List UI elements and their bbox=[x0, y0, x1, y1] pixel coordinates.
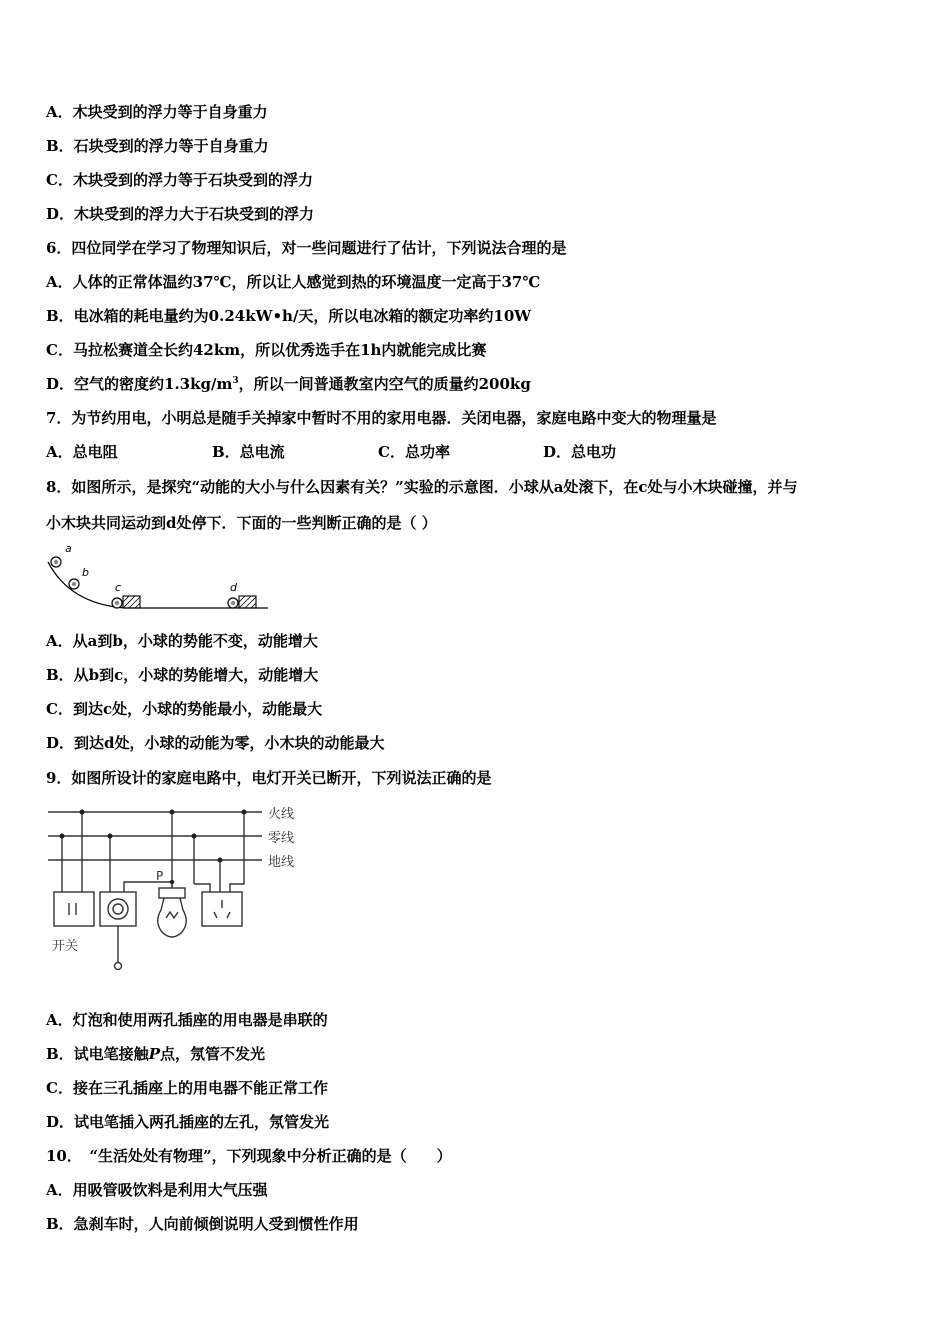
label-b: b bbox=[82, 566, 89, 579]
ball-c-shade bbox=[115, 601, 119, 605]
two-hole-socket bbox=[54, 892, 94, 926]
q5-option-b: B．石块受到的浮力等于自身重力 bbox=[46, 137, 269, 155]
q7-option-a: A．总电阻 bbox=[46, 443, 118, 461]
q9-option-c: C．接在三孔插座上的用电器不能正常工作 bbox=[46, 1079, 328, 1097]
switch-ring-outer bbox=[108, 899, 128, 919]
node-1 bbox=[80, 810, 85, 815]
q8-ramp-figure bbox=[40, 540, 272, 616]
node-3 bbox=[108, 834, 113, 839]
q9-option-b bbox=[46, 1044, 265, 1064]
q9-option-b-post: 点，氖管不发光 bbox=[159, 1045, 265, 1063]
lamp-bulb bbox=[158, 898, 187, 937]
switch-box bbox=[100, 892, 136, 926]
q6-option-d-sup: 3 bbox=[232, 376, 239, 386]
q8-stem-line1: 8．如图所示，是探究“动能的大小与什么因素有关？”实验的示意图．小球从a处滚下，在c处与小木块碰撞，并与 bbox=[46, 478, 798, 496]
q7-stem: 7．为节约用电，小明总是随手关掉家中暂时不用的家用电器．关闭电器，家庭电路中变大的物理量是 bbox=[46, 409, 717, 427]
q8-option-c: C．到达c处，小球的势能最小，动能最大 bbox=[46, 700, 323, 718]
label-d: d bbox=[230, 581, 237, 594]
label-c: c bbox=[115, 581, 122, 594]
q8-option-b: B．从b到c，小球的势能增大，动能增大 bbox=[46, 666, 319, 684]
q6-option-a: A．人体的正常体温约37℃，所以让人感觉到热的环境温度一定高于37℃ bbox=[46, 273, 541, 291]
q6-stem: 6．四位同学在学习了物理知识后，对一些问题进行了估计，下列说法合理的是 bbox=[46, 239, 567, 257]
socket3-hole-left bbox=[214, 912, 217, 918]
q6-option-b: B．电冰箱的耗电量约为0.24kW•h/天，所以电冰箱的额定功率约10W bbox=[46, 307, 532, 325]
block-d-hatch bbox=[239, 596, 256, 608]
q9-option-d: D．试电笔插入两孔插座的左孔，氖管发光 bbox=[46, 1113, 330, 1131]
block-c bbox=[123, 596, 140, 608]
q9-stem: 9．如图所设计的家庭电路中，电灯开关已断开，下列说法正确的是 bbox=[46, 769, 492, 787]
q7-option-d: D．总电功 bbox=[543, 443, 617, 461]
q5-option-d: D．木块受到的浮力大于石块受到的浮力 bbox=[46, 205, 315, 223]
node-4 bbox=[170, 810, 175, 815]
node-p bbox=[170, 880, 174, 884]
lamp-holder bbox=[159, 888, 185, 898]
block-c-hatch bbox=[123, 596, 140, 608]
ball-b-shade bbox=[72, 582, 76, 586]
label-switch: 开关 bbox=[52, 939, 79, 954]
q8-stem-line2: 小木块共同运动到d处停下．下面的一些判断正确的是（ ） bbox=[46, 514, 437, 532]
label-neutral-wire: 零线 bbox=[268, 831, 295, 846]
q9-option-b-pre: B．试电笔接触 bbox=[46, 1045, 149, 1063]
q9-circuit-figure bbox=[44, 800, 314, 980]
q10-stem: 10． “生活处处有物理”，下列现象中分析正确的是（ ） bbox=[46, 1147, 452, 1165]
q7-option-b: B．总电流 bbox=[212, 443, 285, 461]
q8-option-d: D．到达d处，小球的动能为零，小木块的动能最大 bbox=[46, 734, 385, 752]
node-7 bbox=[242, 810, 247, 815]
q9-option-b-p: P bbox=[148, 1045, 160, 1063]
ball-d-shade bbox=[231, 601, 235, 605]
q6-option-c: C．马拉松赛道全长约42km，所以优秀选手在1h内就能完成比赛 bbox=[46, 341, 487, 359]
ball-a-shade bbox=[54, 560, 58, 564]
socket3-hole-right bbox=[227, 912, 230, 918]
q10-option-a: A．用吸管吸饮料是利用大气压强 bbox=[46, 1181, 268, 1199]
q10-option-b: B．急刹车时，人向前倾倒说明人受到惯性作用 bbox=[46, 1215, 359, 1233]
q5-option-c: C．木块受到的浮力等于石块受到的浮力 bbox=[46, 171, 313, 189]
q5-option-a: A．木块受到的浮力等于自身重力 bbox=[46, 103, 268, 121]
q7-option-c: C．总功率 bbox=[378, 443, 450, 461]
q9-option-a: A．灯泡和使用两孔插座的用电器是串联的 bbox=[46, 1011, 328, 1029]
switch-pull-knob bbox=[115, 963, 122, 970]
block-d bbox=[239, 596, 256, 608]
node-5 bbox=[192, 834, 197, 839]
switch-ring-inner bbox=[113, 904, 123, 914]
label-live-wire: 火线 bbox=[268, 807, 295, 822]
q6-option-d bbox=[46, 374, 531, 394]
q6-option-d-post: ，所以一间普通教室内空气的质量约200kg bbox=[238, 375, 531, 393]
switch-to-lamp-wire bbox=[124, 882, 172, 892]
label-ground-wire: 地线 bbox=[268, 855, 295, 870]
three-hole-socket bbox=[202, 892, 242, 926]
label-point-p: P bbox=[156, 869, 164, 883]
lamp-filament bbox=[166, 912, 178, 918]
node-2 bbox=[60, 834, 65, 839]
node-6 bbox=[218, 858, 223, 863]
socket3-live-wire bbox=[230, 812, 244, 892]
q6-option-d-pre: D．空气的密度约1.3kg/m bbox=[46, 375, 233, 393]
q8-option-a: A．从a到b，小球的势能不变，动能增大 bbox=[46, 632, 318, 650]
label-a: a bbox=[65, 542, 72, 555]
socket3-neutral-link bbox=[194, 884, 210, 892]
